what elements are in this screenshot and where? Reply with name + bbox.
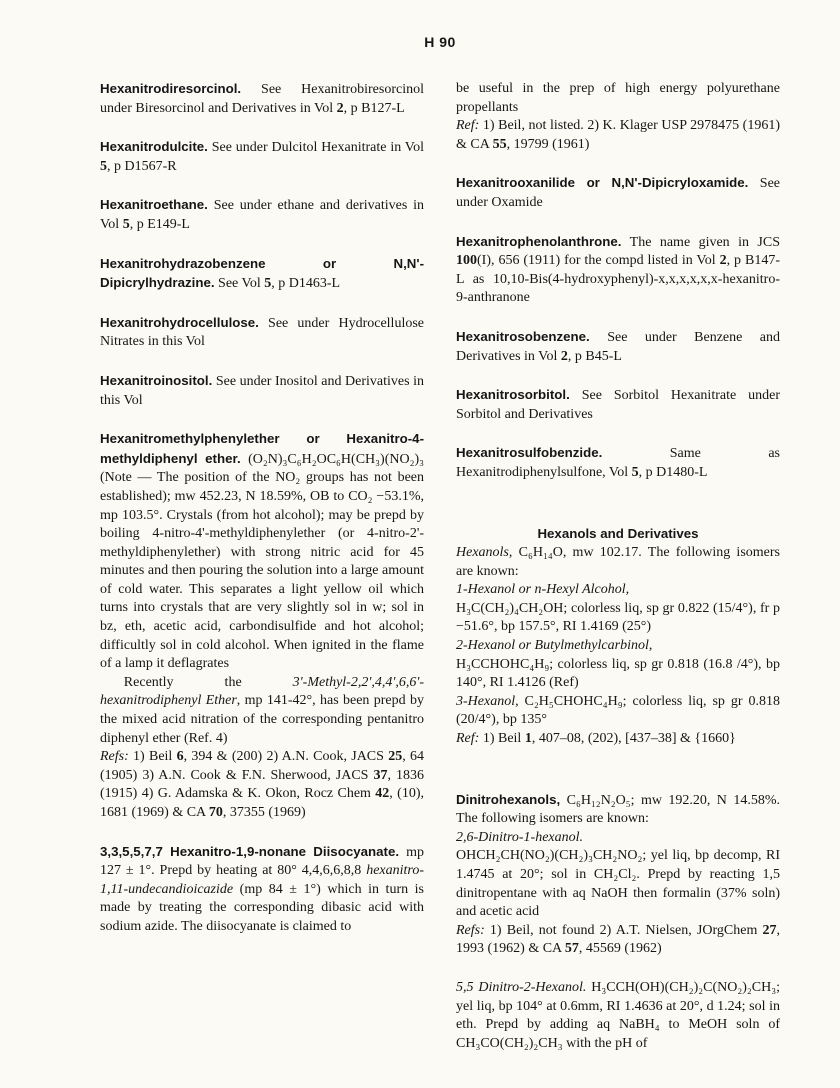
paragraph [456, 791, 780, 829]
text-run: OHCH₂CH(NO₂)(CH₂)₃CH₂NO₂; yel liq, bp decomp, RI 1.4745 at 20°; sol in CH₂Cl₂. Prepd by reacting 1,5 dinitropentane with aq NaOH then formalin (37% soln) and acetic acid [456, 848, 780, 920]
text-run: , 1836 (1915) 4) G. Adamska & K. Okon, Rocz Chem [100, 767, 424, 802]
paragraph [456, 600, 780, 637]
headword: Hexanitrodulcite. [100, 139, 208, 155]
headword: Hexanitrohydrocellulose. [100, 314, 259, 330]
headword: Hexanitrosobenzene. [456, 328, 590, 344]
text-run: 5 [100, 158, 107, 174]
text-run: H₃CCHOHC₄H₉; colorless liq, sp gr 0.818 (16.8 /4°), bp 140°, RI 1.4126 (Ref) [456, 656, 780, 691]
text-run: 5,5 Dinitro-2-Hexanol. [456, 979, 587, 995]
entry-hexanitromethylphenylether [100, 430, 424, 822]
paragraph [456, 544, 780, 581]
headword: Hexanitromethylphenylether or Hexanitro-4-methyldiphenyl ether. [100, 431, 424, 466]
paragraph [456, 444, 780, 482]
text-run: H₃CCH(OH)(CH₂)₂C(NO₂)₂CH₃; yel liq, bp 104° at 0.6mm, RI 1.4636 at 20°, d 1.24; sol in eth. Prepd by adding aq NaBH₄ to MeOH soln of CH₃CO(CH₂)₂CH₃ with the pH of [456, 979, 780, 1051]
paragraph [456, 581, 780, 600]
text-run: 2 [560, 348, 568, 364]
text-run: , p D1480-L [638, 464, 708, 480]
headword: Hexanitrodiresorcinol. [100, 81, 242, 96]
entry-hexanitrosulfobenzide [456, 444, 780, 482]
text-run: 6 [176, 749, 184, 765]
text-run: See Vol [214, 276, 265, 292]
text-run: Refs: [100, 749, 129, 765]
text-run: See Hexanitrobiresorcinol under Biresorcinol and Derivatives in Vol [100, 82, 424, 116]
paragraph [456, 328, 780, 366]
headword: 3,3,5,5,7,7 Hexanitro-1,9-nonane Diisocyanate. [100, 843, 400, 859]
text-run: , 45569 (1962) [578, 941, 662, 957]
text-run: (I), 656 (1911) for the compd listed in Vol [477, 253, 720, 269]
text-run: Hexanols [456, 545, 509, 561]
text-run: , 1993 (1962) & CA [456, 922, 780, 957]
text-run: Ref: [456, 118, 480, 134]
entry-hexanitrodiresorcinol [100, 80, 424, 118]
paragraph [456, 693, 780, 730]
text-run: , p B127-L [343, 100, 405, 116]
headword: Dinitrohexanols, [456, 791, 561, 807]
text-run: , p B147-L as 10,10-Bis(4-hydroxyphenyl)-x,x,x,x,x,x-hexanitro-9-anthranone [456, 253, 780, 306]
text-run: See under Benzene and Derivatives in Vol [456, 329, 780, 364]
entry-hexanitrohydrazobenzene [100, 255, 424, 294]
text-run: 5 [631, 464, 639, 480]
text-run: 2-Hexanol or Butylmethylcarbinol, [456, 638, 653, 654]
entry-hexanitrohydrocellulose [100, 314, 424, 352]
text-run: 57 [564, 941, 579, 957]
text-run: 37 [373, 767, 388, 783]
paragraph [456, 637, 780, 656]
entry-hexanols-and-derivatives [456, 525, 780, 749]
text-run: 5 [264, 276, 272, 292]
right-column [456, 80, 780, 1073]
entry-hexanitrodulcite [100, 138, 424, 176]
paragraph [456, 80, 780, 117]
text-run: See under Inositol and Derivatives in this Vol [100, 373, 424, 408]
text-run: Refs: [456, 922, 485, 938]
text-run: , p D1567-R [107, 158, 177, 174]
headword: Hexanitrooxanilide or N,N'-Dipicryloxamide. [456, 175, 749, 191]
text-run: , mp 141-42°, has been prepd by the mixed acid nitration of the corresponding pentanitro diphenyl ether (Ref. 4) [100, 693, 424, 746]
entry-hexanitrooxanilide [456, 174, 780, 212]
text-run: 1) Beil, not found 2) A.T. Nielsen, JOrgChem [484, 922, 763, 938]
text-run: 55 [492, 136, 507, 152]
text-run: be useful in the prep of high energy polyurethane propellants [456, 81, 780, 115]
entry-hexanitrosobenzene [456, 328, 780, 366]
paragraph [100, 430, 424, 674]
paragraph [456, 847, 780, 921]
text-run: 25 [388, 749, 403, 765]
text-run: , p B45-L [567, 348, 622, 364]
text-run: hexanitro-1,11-undecandioicazide [100, 863, 424, 897]
text-run: Same as Hexanitrodiphenylsulfone, Vol [456, 446, 780, 480]
paragraph [100, 196, 424, 234]
text-run: 2,6-Dinitro-1-hexanol. [456, 829, 584, 845]
paragraph [100, 255, 424, 294]
text-run: , 64 (1905) 3) A.N. Cook & F.N. Sherwood, JACS [100, 749, 424, 783]
text-run: See under Hydrocellulose Nitrates in this Vol [100, 315, 424, 350]
text-run: , 407–08, (202), [437–38] & {1660} [531, 731, 736, 747]
text-run: The name given in JCS [621, 234, 780, 250]
text-run: 1-Hexanol or n-Hexyl Alcohol, [456, 582, 630, 598]
entry-hexanitroinositol [100, 372, 424, 410]
text-run: 1) Beil [128, 749, 177, 765]
paragraph [100, 372, 424, 410]
text-run: , C₂H₅CHOHC₄H₉; colorless liq, sp gr 0.818 (20/4°), bp 135° [456, 693, 780, 728]
entry-dinitrohexanols [456, 791, 780, 959]
section-heading [456, 525, 780, 545]
text-run: 42 [375, 786, 390, 802]
text-run: , 19799 (1961) [506, 136, 590, 152]
text-run: C₆H₁₂N₂O₅; mw 192.20, N 14.58%. The following isomers are known: [456, 792, 780, 827]
paragraph [456, 233, 780, 308]
text-run: , 37355 (1969) [222, 805, 306, 820]
entry-hexanitro-nonane-diisocyanate [100, 843, 424, 937]
paragraph [100, 314, 424, 352]
text-run: 27 [762, 922, 777, 938]
text-run: (O₂N)₃C₆H₂OC₆H(CH₃)(NO₂)₃ (Note — The position of the NO₂ groups has not been established); mw 452.23, N 18.59%, OB to CO₂ −53.1%, mp 103.5°. Crystals (from hot alcohol); may be prepd by boiling 4-nitro-4'-methyldiphenylether (or 4-nitro-2'-methyldiphenylether) with strong nitric acid for 45 minutes and then pouring the solution into a large amount of cold water. This separates a light yellow oil which turns into crystals that are very slightly sol in w; sol in bz, eth, acetic acid, carbondisulfide and hot alcohol; difficultly sol in cold alcohol. When ignited in the flame of a lamp it deflagrates [100, 451, 424, 672]
paragraph [100, 674, 424, 748]
paragraph [456, 656, 780, 693]
text-run: , C₆H₁₄O, mw 102.17. The following isomers are known: [456, 545, 780, 579]
text-run: , 394 & (200) 2) A.N. Cook, JACS [183, 749, 389, 765]
paragraph [100, 80, 424, 118]
text-run: 70 [208, 805, 223, 820]
text-run: See under Oxamide [456, 176, 780, 210]
paragraph [456, 979, 780, 1053]
text-run: mp 127 ± 1°. Prepd by heating at 80° 4,4,6,6,8,8 [100, 844, 424, 879]
page-number-header: H 90 [424, 34, 456, 50]
paragraph [456, 117, 780, 154]
headword: Hexanitrosulfobenzide. [456, 445, 603, 461]
paragraph [456, 174, 780, 212]
paragraph [100, 138, 424, 176]
text-run: H₃C(CH₂)₄CH₂OH; colorless liq, sp gr 0.822 (15/4°), fr p −51.6°, bp 157.5°, RI 1.4169 (25°) [456, 600, 780, 635]
left-column [100, 80, 424, 1073]
entry-hexanitrophenolanthrone [456, 233, 780, 308]
headword: Hexanitroethane. [100, 197, 208, 213]
headword: Hexanitroinositol. [100, 372, 213, 388]
paragraph [456, 730, 780, 749]
headword: Hexanols and Derivatives [537, 525, 699, 541]
two-column-text [100, 80, 780, 1073]
text-run: 2 [336, 100, 344, 116]
text-run: See under ethane and derivatives in Vol [100, 198, 424, 232]
text-run: 5 [122, 216, 130, 232]
paragraph [100, 843, 424, 937]
entry-hexanitrosorbitol [456, 386, 780, 424]
text-run: Recently the [123, 674, 293, 690]
text-run: , (10), 1681 (1969) & CA [100, 786, 424, 820]
entry-diisocyanate-continuation [456, 80, 780, 154]
paragraph [456, 922, 780, 959]
paragraph [456, 829, 780, 848]
text-run: , p E149-L [129, 216, 190, 232]
text-run: See under Dulcitol Hexanitrate in Vol [207, 140, 424, 156]
headword: Hexanitrohydrazobenzene or N,N'-Dipicrylhydrazine. [100, 255, 424, 291]
text-run: , p D1463-L [271, 276, 341, 292]
text-run: 1 [524, 731, 532, 747]
headword: Hexanitrophenolanthrone. [456, 233, 622, 249]
entry-dinitro-2-hexanol [456, 979, 780, 1053]
text-run: (mp 84 ± 1°) which in turn is made by treating the corresponding dibasic acid with sodium azide. The diisocyanate is claimed to [100, 881, 424, 934]
paragraph [456, 386, 780, 424]
text-run: Ref: [456, 731, 480, 747]
entry-hexanitroethane [100, 196, 424, 234]
headword: Hexanitrosorbitol. [456, 387, 570, 403]
text-run: 3'-Methyl-2,2',4,4',6,6'-hexanitrodiphenyl Ether [100, 674, 424, 709]
text-run: 1) Beil, not listed. 2) K. Klager USP 2978475 (1961) & CA [456, 118, 780, 152]
text-run: 3-Hexanol [456, 693, 516, 709]
paragraph [100, 748, 424, 822]
text-run: 2 [719, 253, 727, 269]
text-run: 1) Beil [479, 731, 525, 747]
text-run: 100 [456, 253, 477, 269]
text-run: See Sorbitol Hexanitrate under Sorbitol and Derivatives [456, 388, 780, 422]
